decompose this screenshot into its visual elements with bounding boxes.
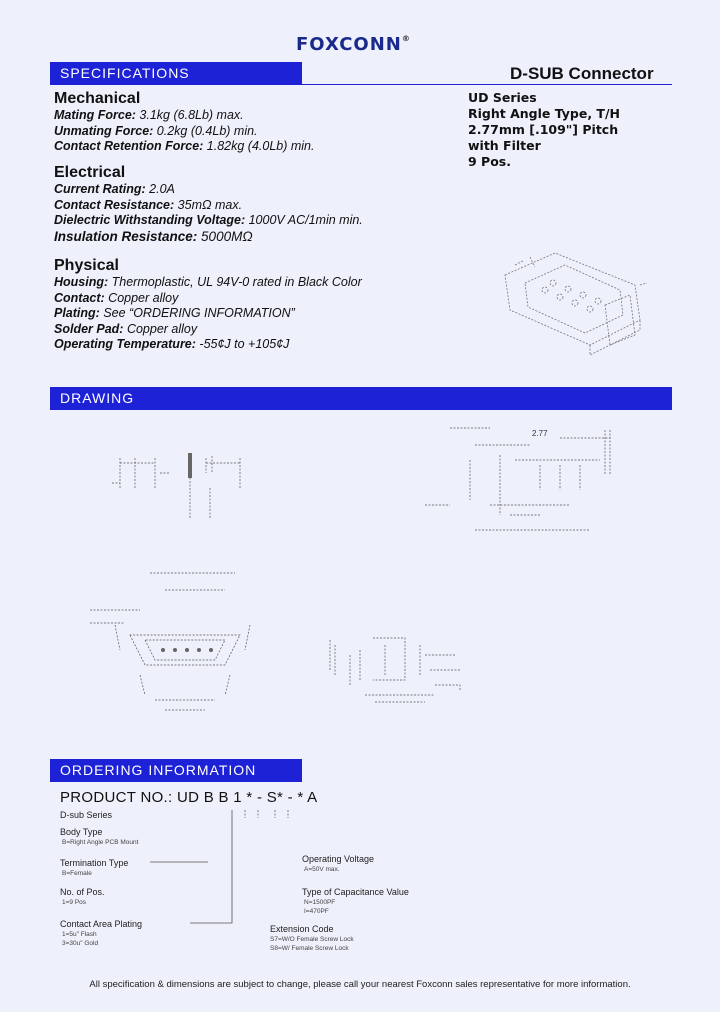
specifications-rule [50,84,672,85]
ordering-termination: Termination Type [60,858,129,868]
ordering-plating-option: 1=5u" Flash [62,931,97,938]
ordering-cap-type: Type of Capacitance Value [302,887,409,897]
drawing-title: DRAWING [60,390,135,406]
ordering-termination-option: B=Female [62,870,92,877]
series-line: with Filter [468,138,541,153]
spec-row: Contact Resistance: 35mΩ max. [54,197,243,212]
ordering-extension: Extension Code [270,924,334,934]
spec-row: Insulation Resistance: 5000MΩ [54,228,253,244]
connector-isometric-image [495,245,655,360]
dim-label: 2.77 [532,429,548,438]
front-view-drawing [420,420,630,540]
spec-row: Mating Force: 3.1kg (6.8Lb) max. [54,108,244,122]
spec-row: Contact: Copper alloy [54,290,179,305]
spec-row: Dielectric Withstanding Voltage: 1000V AC/1min min. [54,213,363,227]
spec-row: Current Rating: 2.0A [54,182,175,196]
ordering-cap-option: N=1500PF [304,899,336,906]
spec-row: Housing: Thermoplastic, UL 94V-0 rated in Black Color [54,275,362,289]
brand-name: FOXCONN [296,34,402,55]
top-view-drawing [85,565,260,715]
mechanical-heading: Mechanical [54,90,141,107]
ordering-plating-option: 3=30u" Gold [62,940,99,947]
specifications-band [50,62,302,85]
ordering-extension-option: S7=W/O Female Screw Lock [270,936,354,943]
ordering-body-type-option: B=Right Angle PCB Mount [62,839,139,846]
product-number: PRODUCT NO.: UD B B 1 * - S* - * A [60,789,318,806]
drawing-band [50,387,672,410]
pcb-layout-drawing [325,630,470,710]
electrical-section [54,164,363,244]
physical-heading: Physical [54,257,119,274]
spec-row: Operating Temperature: -55¢J to +105¢J [54,337,290,351]
specifications-title: SPECIFICATIONS [60,65,190,81]
mechanical-section [54,90,314,155]
ordering-operating-voltage: Operating Voltage [302,854,375,864]
spec-row: Plating: See “ORDERING INFORMATION” [54,306,295,320]
product-title: D-SUB Connector [510,64,654,83]
series-line: 9 Pos. [468,154,511,169]
ordering-plating: Contact Area Plating [60,919,143,929]
electrical-heading: Electrical [54,164,126,181]
ordering-body-type: Body Type [60,827,103,837]
ordering-extension-option: S8=W/ Female Screw Lock [270,945,349,952]
ordering-cap-option: I=470PF [304,908,329,915]
series-line: Right Angle Type, T/H [468,106,620,121]
ordering-operating-voltage-option: A=50V max. [304,866,340,873]
spec-row: Contact Retention Force: 1.82kg (4.0Lb) min. [54,139,315,153]
brand-logo [296,34,411,55]
spec-row: Unmating Force: 0.2kg (0.4Lb) min. [54,123,258,138]
ordering-dsub: D-sub Series [60,810,113,820]
ordering-leader-lines [0,800,720,940]
physical-section [54,257,362,353]
registered-mark: ® [401,34,411,43]
footer-disclaimer: All specification & dimensions are subject to change, please call your nearest Foxconn sales representative for more information. [89,979,631,990]
series-line: UD Series [468,90,537,105]
ordering-band [50,759,302,782]
spec-row: Solder Pad: Copper alloy [54,321,198,336]
side-view-drawing [110,448,250,523]
ordering-no-pos: No. of Pos. [60,887,105,897]
series-line: 2.77mm [.109"] Pitch [468,122,619,137]
ordering-title: ORDERING INFORMATION [60,762,257,778]
product-series [468,90,620,170]
ordering-no-pos-option: 1=9 Pos [62,899,87,906]
